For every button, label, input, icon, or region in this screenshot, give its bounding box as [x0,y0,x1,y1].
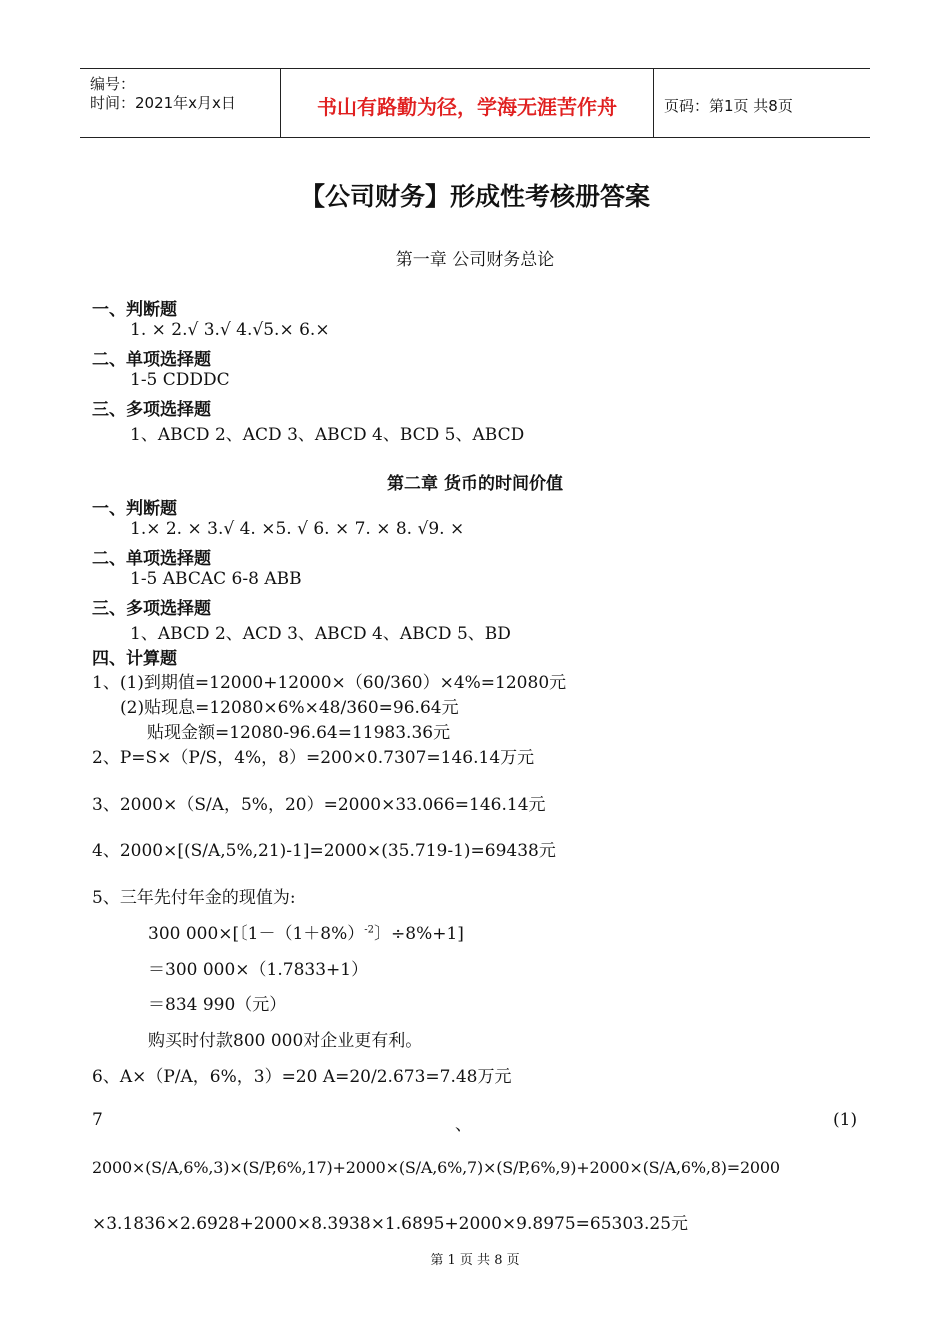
header-page-label: 页码：第1页 共8页 [664,97,793,115]
calc-q7-line2: ×3.1836×2.6928+2000×8.3938×1.6895+2000×9.8975=65303.25元 [92,1214,689,1234]
calc-q1-line3: 贴现金额=12080-96.64=11983.36元 [147,723,451,743]
ch2-sec2-title: 二、单项选择题 [92,549,211,569]
ch1-sec1-answers: 1. × 2.√ 3.√ 4.√5.× 6.× [130,320,330,340]
header-meta-cell [80,69,281,137]
document-title: 【公司财务】形成性考核册答案 [299,182,650,211]
calc-q1-line2: (2)贴现息=12080×6%×48/360=96.64元 [120,698,459,718]
chapter2-heading: 第二章 货币的时间价值 [387,474,563,494]
header-page-cell [654,69,870,137]
ch1-sec2-answers: 1-5 CDDDC [130,370,230,390]
ch1-sec1-title: 一、判断题 [92,300,177,320]
ch1-sec2-title: 二、单项选择题 [92,350,211,370]
calc-q5-title: 5、三年先付年金的现值为: [92,888,296,908]
calc-q7-separator: 、 [455,1115,472,1135]
header-table [80,68,870,138]
page-footer: 第 1 页 共 8 页 [430,1253,520,1268]
calc-q3: 3、2000×（S/A，5%，20）=2000×33.066=146.14元 [92,795,546,815]
calc-q2: 2、P=S×（P/S，4%，8）=200×0.7307=146.14万元 [92,748,535,768]
ch2-sec1-answers: 1.× 2. × 3.√ 4. ×5. √ 6. × 7. × 8. √9. × [130,519,465,539]
ch2-sec1-title: 一、判断题 [92,499,177,519]
calc-q5-line1-part-a: 300 000×[〔1－（1＋8%） [148,924,365,944]
calc-q5-line2: ＝300 000×（1.7833+1） [148,960,369,980]
ch2-sec3-title: 三、多项选择题 [92,599,211,619]
ch1-sec3-answers: 1、ABCD 2、ACD 3、ABCD 4、BCD 5、ABCD [130,425,525,445]
calc-q5-line1 [148,919,464,944]
calc-q7-line1: 2000×(S/A,6%,3)×(S/P,6%,17)+2000×(S/A,6%,7)×(S/P,6%,9)+2000×(S/A,6%,8)=2000 [92,1158,780,1177]
calc-q7-number: 7 [92,1110,103,1130]
header-motto: 书山有路勤为径，学海无涯苦作舟 [317,95,617,119]
ch2-sec3-answers: 1、ABCD 2、ACD 3、ABCD 4、ABCD 5、BD [130,624,511,644]
ch2-sec4-title: 四、计算题 [92,649,177,669]
calc-q5-exponent: -2 [364,924,375,936]
calc-q5-line1-part-b: 〕÷8%+1] [374,924,464,944]
ch1-sec3-title: 三、多项选择题 [92,400,211,420]
document-number-label: 编号： [90,75,136,93]
calc-q1-line1: 1、(1)到期值=12000+12000×（60/360）×4%=12080元 [92,673,567,693]
calc-q5-line3: ＝834 990（元） [148,995,287,1015]
chapter1-heading: 第一章 公司财务总论 [395,250,555,270]
calc-q4: 4、2000×[(S/A,5%,21)-1]=2000×(35.719-1)=69438元 [92,841,556,861]
calc-q7-part-label: (1) [833,1110,858,1130]
calc-q5-line4: 购买时付款800 000对企业更有利。 [148,1031,423,1051]
document-time-label: 时间：2021年x月x日 [90,94,236,112]
header-motto-cell [281,69,654,137]
calc-q6: 6、A×（P/A，6%，3）=20 A=20/2.673=7.48万元 [92,1067,512,1087]
ch2-sec2-answers: 1-5 ABCAC 6-8 ABB [130,569,302,589]
